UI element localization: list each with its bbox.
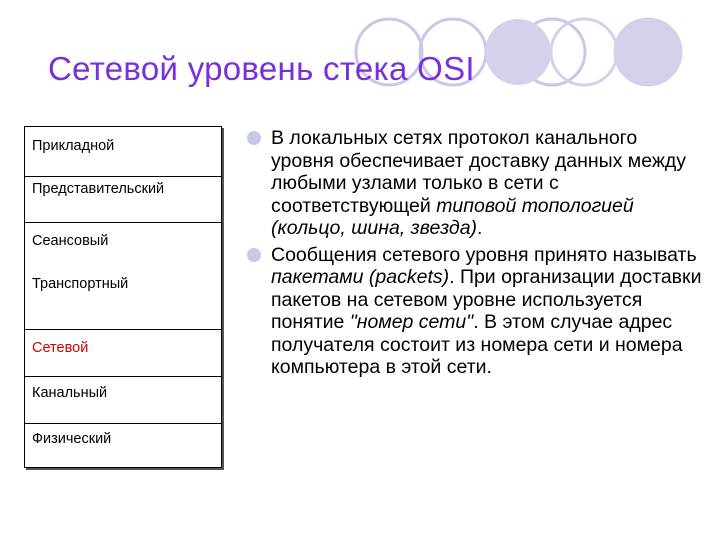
osi-layers-table [24, 126, 222, 468]
bullet-text-italic: пакетами (packets) [271, 266, 450, 288]
bullet-text-italic: "номер сети" [349, 311, 474, 333]
slide-title: Сетевой уровень стека OSI [48, 50, 475, 87]
slide-content [244, 127, 704, 383]
bullet-item [244, 127, 704, 240]
osi-row-session-transport [25, 223, 221, 330]
osi-row-presentation [25, 177, 221, 223]
bullet-item [244, 244, 704, 379]
osi-layer-label: Представительский [32, 181, 165, 197]
osi-layer-label: Сеансовый [32, 233, 109, 249]
bullet-text-part: . [477, 217, 483, 239]
osi-layer-label-highlighted: Сетевой [32, 340, 89, 356]
bullet-text [271, 127, 704, 240]
bullet-icon [247, 248, 261, 262]
osi-row-physical [25, 424, 221, 467]
osi-layer-label: Прикладной [32, 138, 115, 154]
bullet-text-part: . При организации доставки пакетов на сетевом уровне используется понятие [271, 266, 702, 333]
bullet-icon [247, 131, 261, 145]
decor-circle-filled [485, 19, 551, 85]
osi-layer-label: Физический [32, 431, 112, 447]
bullet-text-part: В локальных сетях протокол канального уровня обеспечивает доставку данных между любыми узлами только в сети с соответствующей [271, 127, 687, 217]
osi-row-datalink [25, 377, 221, 424]
bullet-text-part: Сообщения сетевого уровня принято называть [271, 243, 697, 266]
bullet-text-part: . В этом случае адрес получателя состоит из номера сети и номера компьютера в этой сети. [271, 311, 683, 378]
bullet-text-italic: типовой топологией (кольцо, шина, звезда) [271, 194, 634, 239]
osi-layer-label: Транспортный [32, 276, 129, 292]
osi-row-application [25, 127, 221, 177]
osi-layer-label: Канальный [32, 385, 108, 401]
osi-row-network [25, 330, 221, 377]
bullet-text [271, 244, 704, 379]
